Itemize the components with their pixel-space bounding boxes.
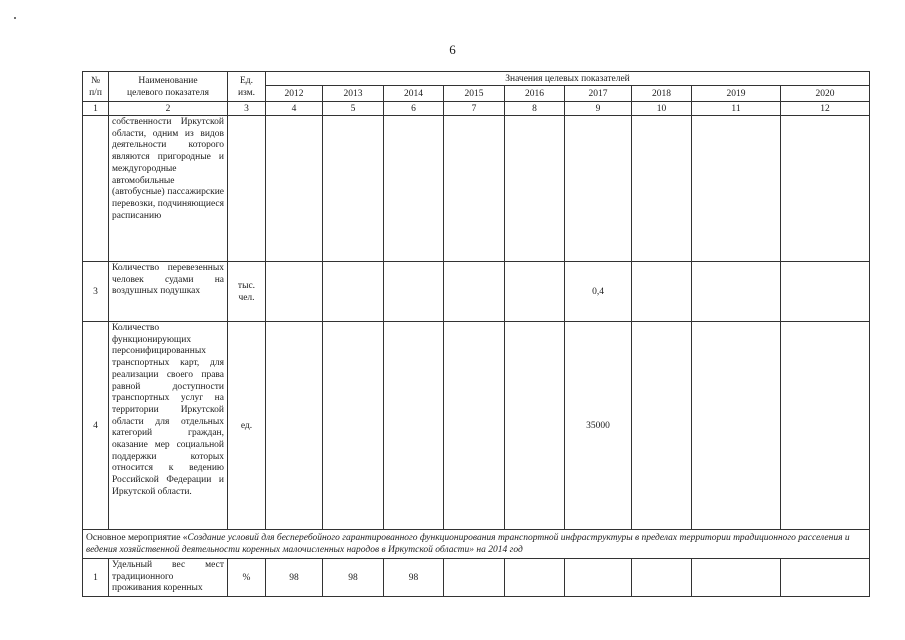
unit-cell: тыс. чел. [228, 262, 266, 322]
value-cell [632, 322, 692, 530]
column-index-cell: 9 [565, 102, 632, 116]
value-cell [781, 116, 870, 262]
value-cell [266, 116, 323, 262]
value-cell [266, 322, 323, 530]
column-index-cell: 4 [266, 102, 323, 116]
value-cell [781, 559, 870, 597]
value-cell [444, 116, 505, 262]
column-index-cell: 10 [632, 102, 692, 116]
section-row [83, 530, 870, 559]
value-cell [384, 116, 444, 262]
header-year-cell: 2012 [266, 86, 323, 102]
column-index-cell: 2 [109, 102, 228, 116]
row-number: 4 [83, 322, 109, 530]
header-row-1 [83, 72, 870, 86]
value-cell: 98 [323, 559, 384, 597]
value-cell [323, 116, 384, 262]
value-cell [632, 262, 692, 322]
unit-cell: % [228, 559, 266, 597]
header-year-cell: 2017 [565, 86, 632, 102]
header-year-cell: 2014 [384, 86, 444, 102]
value-cell [266, 262, 323, 322]
page-number: 6 [449, 42, 456, 57]
header-year-cell: 2019 [692, 86, 781, 102]
column-index-row [83, 102, 870, 116]
unit-cell [228, 116, 266, 262]
value-cell: 0,4 [565, 262, 632, 322]
unit-cell: ед. [228, 322, 266, 530]
target-indicators-table [82, 71, 870, 597]
table-row [83, 116, 870, 262]
value-cell [632, 559, 692, 597]
indicator-name: Количество функционирующих персонифицированных транспортных карт, для реализации своего права равной доступности транспортных услуг на территории Иркутской области для отдельных категорий граждан, оказание мер социальной поддержки которых относится к ведению Российской Федерации и Иркутской области. [109, 322, 228, 530]
column-index-cell: 1 [83, 102, 109, 116]
column-index-cell: 6 [384, 102, 444, 116]
column-index-cell: 5 [323, 102, 384, 116]
table-row [83, 322, 870, 530]
indicator-name: собственности Иркутской области, одним из видов деятельности которого являются пригородные и междугородные автомобильные (автобусные) пассажирские перевозки, подчиняющиеся расписанию [109, 116, 228, 262]
indicator-name: Количество перевезенных человек судами на воздушных подушках [109, 262, 228, 322]
scan-speck [14, 17, 16, 19]
value-cell [692, 262, 781, 322]
header-number: № п/п [83, 72, 109, 102]
value-cell [692, 116, 781, 262]
row-number: 3 [83, 262, 109, 322]
value-cell [692, 559, 781, 597]
column-index-cell: 8 [505, 102, 565, 116]
value-cell [444, 559, 505, 597]
header-year-cell: 2015 [444, 86, 505, 102]
value-cell [384, 262, 444, 322]
value-cell [444, 262, 505, 322]
row-number [83, 116, 109, 262]
value-cell [505, 262, 565, 322]
value-cell [444, 322, 505, 530]
value-cell: 98 [266, 559, 323, 597]
header-unit: Ед. изм. [228, 72, 266, 102]
row-number: 1 [83, 559, 109, 597]
header-year-cell: 2020 [781, 86, 870, 102]
section-heading [83, 530, 870, 559]
table-row [83, 262, 870, 322]
value-cell [632, 116, 692, 262]
value-cell: 35000 [565, 322, 632, 530]
section-prefix: Основное мероприятие « [86, 533, 188, 543]
table-row [83, 559, 870, 597]
value-cell [323, 262, 384, 322]
value-cell [384, 322, 444, 530]
header-values-group: Значения целевых показателей [266, 72, 870, 86]
value-cell [692, 322, 781, 530]
indicator-name: Удельный вес мест традиционного проживания коренных [109, 559, 228, 597]
value-cell: 98 [384, 559, 444, 597]
value-cell [781, 262, 870, 322]
column-index-cell: 7 [444, 102, 505, 116]
value-cell [565, 116, 632, 262]
header-year-cell: 2018 [632, 86, 692, 102]
column-index-cell: 11 [692, 102, 781, 116]
section-suffix: » на 2014 год [469, 545, 523, 555]
value-cell [505, 116, 565, 262]
header-indicator-name: Наименование целевого показателя [109, 72, 228, 102]
section-title: Создание условий для бесперебойного гарантированного функционирования транспортной инфраструктуры в пределах территории традиционного расселения и ведения хозяйственной деятельности коренных малочисленных народов в Иркутской области [86, 533, 850, 555]
header-year-cell: 2013 [323, 86, 384, 102]
column-index-cell: 3 [228, 102, 266, 116]
value-cell [565, 559, 632, 597]
value-cell [781, 322, 870, 530]
value-cell [505, 559, 565, 597]
value-cell [323, 322, 384, 530]
value-cell [505, 322, 565, 530]
header-year-cell: 2016 [505, 86, 565, 102]
column-index-cell: 12 [781, 102, 870, 116]
